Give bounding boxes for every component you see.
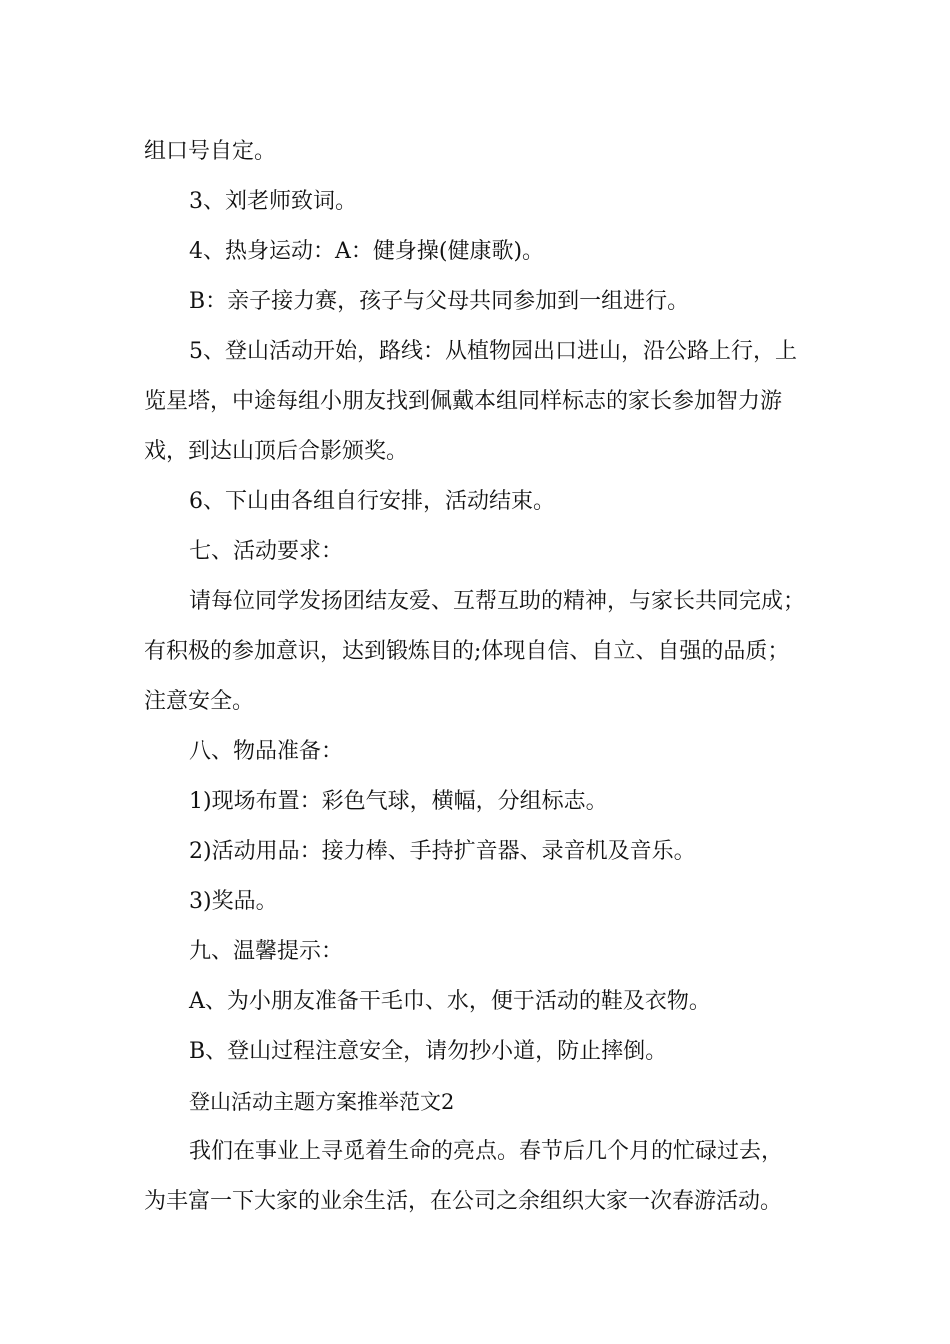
text-line: 览星塔，中途每组小朋友找到佩戴本组同样标志的家长参加智力游: [144, 389, 783, 414]
text-line: A、为小朋友准备干毛巾、水，便于活动的鞋及衣物。: [189, 989, 711, 1014]
text-line: B、登山过程注意安全，请勿抄小道，防止摔倒。: [189, 1039, 668, 1064]
section-heading: 七、活动要求：: [189, 539, 344, 564]
text-line: 有积极的参加意识，达到锻炼目的;体现自信、自立、自强的品质；: [144, 639, 790, 664]
text-line: B：亲子接力赛，孩子与父母共同参加到一组进行。: [189, 289, 690, 314]
text-line: 请每位同学发扬团结友爱、互帮互助的精神，与家长共同完成；: [189, 589, 806, 614]
text-line: 4、热身运动：A：健身操(健康歌)。: [189, 239, 545, 264]
text-line: 我们在事业上寻觅着生命的亮点。春节后几个月的忙碌过去，: [189, 1139, 784, 1164]
text-line: 戏，到达山顶后合影颁奖。: [144, 439, 409, 464]
text-line: 为丰富一下大家的业余生活，在公司之余组织大家一次春游活动。: [144, 1189, 783, 1214]
text-line: 组口号自定。: [144, 139, 277, 164]
text-line: 3、刘老师致词。: [189, 189, 357, 214]
text-line: 注意安全。: [144, 689, 255, 714]
text-line: 1)现场布置：彩色气球，横幅，分组标志。: [189, 789, 608, 814]
document-subtitle: 登山活动主题方案推举范文2: [189, 1090, 455, 1114]
text-line: 6、下山由各组自行安排，活动结束。: [189, 489, 555, 514]
text-line: 2)活动用品：接力棒、手持扩音器、录音机及音乐。: [189, 839, 696, 864]
section-heading: 八、物品准备：: [189, 739, 344, 764]
section-heading: 九、温馨提示：: [189, 939, 344, 964]
text-line: 5、登山活动开始，路线：从植物园出口进山，沿公路上行，上: [189, 339, 797, 364]
text-line: 3)奖品。: [189, 889, 278, 914]
